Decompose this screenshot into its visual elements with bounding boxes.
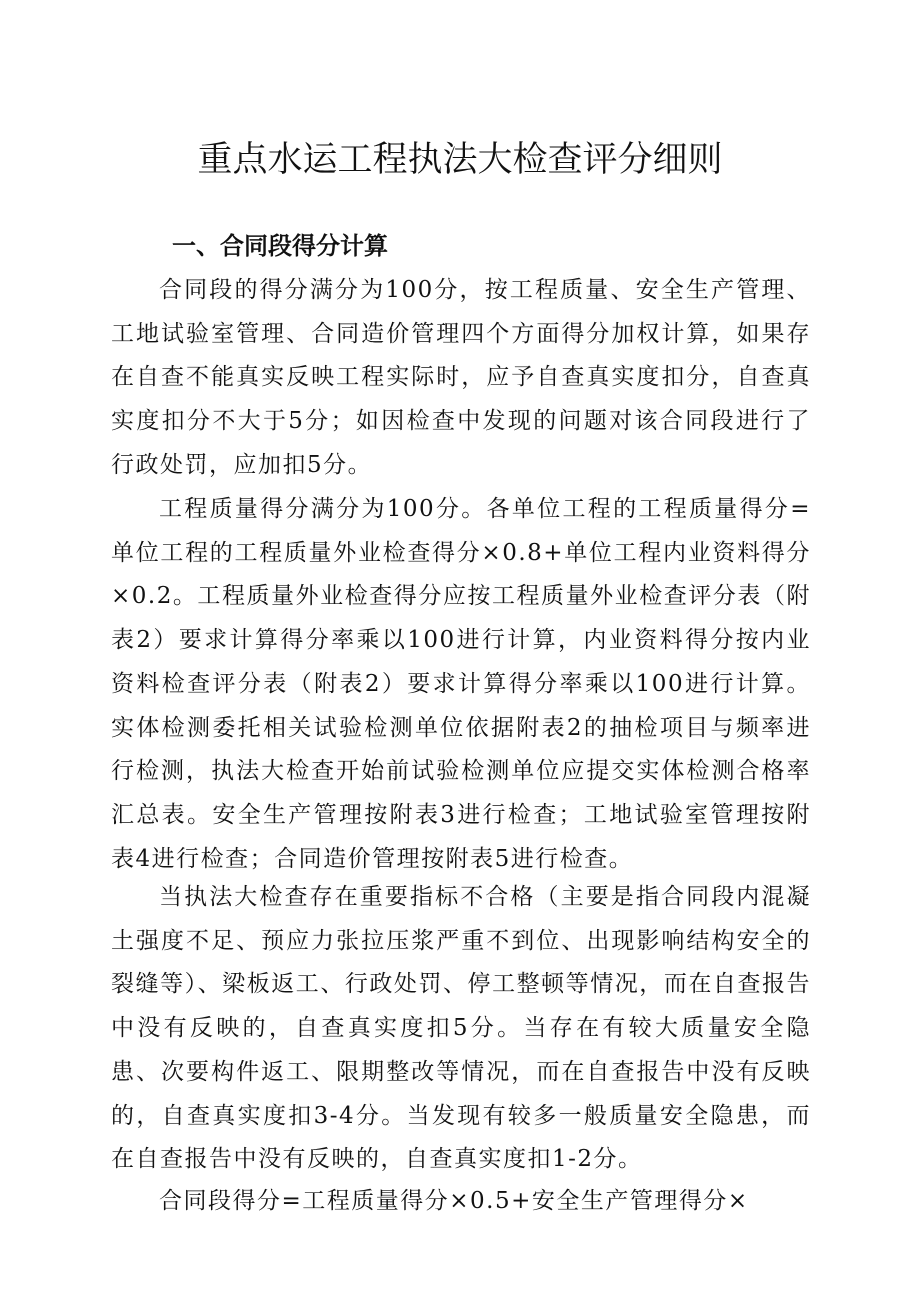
paragraph-section-score-formula: 合同段得分=工程质量得分×0.5+安全生产管理得分× [159, 1188, 749, 1214]
section-heading: 一、合同段得分计算 [172, 232, 388, 260]
paragraph-quality-score: 工程质量得分满分为100分。各单位工程的工程质量得分=单位工程的工程质量外业检查得分×0.8+单位工程内业资料得分×0.2。工程质量外业检查得分应按工程质量外业检查评分表（附表2）要求计算得分率乘以100进行计算，内业资料得分按内业资料检查评分表（附表2）要求计算得分率乘以100进行计算。实体检测委托相关试验检测单位依据附表2的抽检项目与频率进行检测，执法大检查开始前试验检测单位应提交实体检测合格率汇总表。安全生产管理按附表3进行检查；工地试验室管理按附表4进行检查；合同造价管理按附表5进行检查。 [111, 496, 811, 872]
paragraph-self-check-deduction: 当执法大检查存在重要指标不合格（主要是指合同段内混凝土强度不足、预应力张拉压浆严重不到位、出现影响结构安全的裂缝等）、梁板返工、行政处罚、停工整顿等情况，而在自查报告中没有反映的，自查真实度扣5分。当存在有较大质量安全隐患、次要构件返工、限期整改等情况，而在自查报告中没有反映的，自查真实度扣3-4分。当发现有较多一般质量安全隐患，而在自查报告中没有反映的，自查真实度扣1-2分。 [111, 884, 811, 1173]
paragraph-scoring-overview: 合同段的得分满分为100分，按工程质量、安全生产管理、工地试验室管理、合同造价管理四个方面得分加权计算，如果存在自查不能真实反映工程实际时，应予自查真实度扣分，自查真实度扣分不大于5分；如因检查中发现的问题对该合同段进行了行政处罚，应加扣5分。 [111, 277, 811, 478]
document-title: 重点水运工程执法大检查评分细则 [197, 140, 723, 180]
